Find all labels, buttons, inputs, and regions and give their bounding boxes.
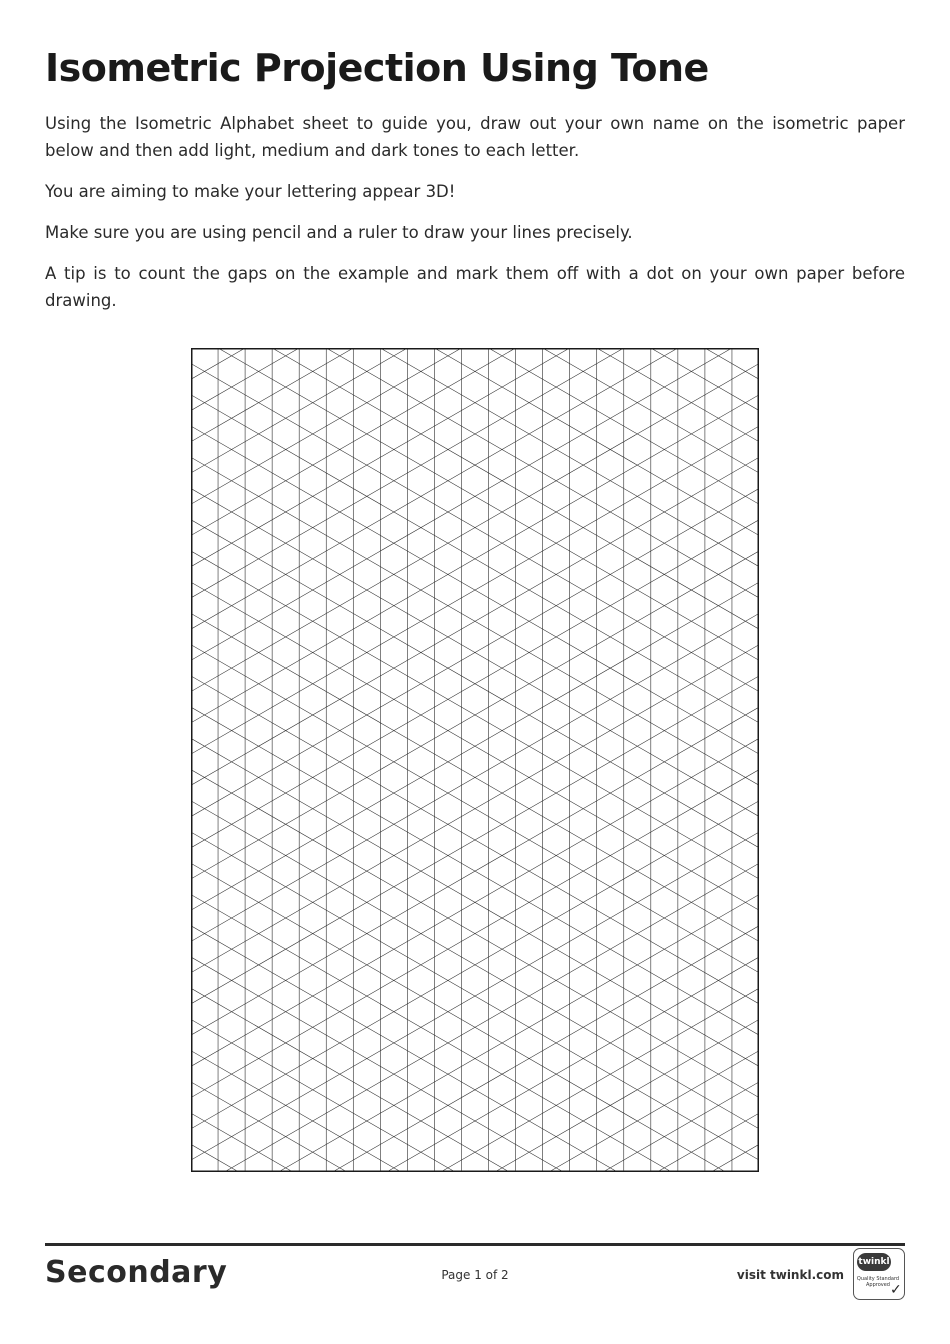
badge-caption-line: Quality Standard xyxy=(856,1276,900,1282)
grid-line-diagonal xyxy=(191,348,759,379)
grid-line-diagonal xyxy=(191,1113,759,1172)
grid-line-diagonal xyxy=(191,895,759,1172)
grid-line-diagonal xyxy=(191,988,759,1172)
twinkl-logo: twinkl xyxy=(857,1253,891,1271)
grid-line-diagonal xyxy=(191,348,759,442)
grid-line-diagonal xyxy=(191,926,759,1172)
grid-line-diagonal xyxy=(191,1144,759,1172)
instruction-paragraph: A tip is to count the gaps on the example and mark them off with a dot on your own paper before drawing. xyxy=(45,264,905,310)
instruction-paragraph: You are aiming to make your lettering appear 3D! xyxy=(45,182,456,201)
isometric-paper[interactable] xyxy=(191,348,759,1172)
footer-divider xyxy=(45,1243,905,1246)
grid-line-diagonal xyxy=(191,1144,759,1172)
check-icon: ✓ xyxy=(890,1282,902,1298)
grid-line-diagonal xyxy=(191,988,759,1172)
grid-line-diagonal xyxy=(191,863,759,1172)
instruction-paragraph: Using the Isometric Alphabet sheet to guide you, draw out your own name on the isometric paper below and then add light, medium and dark tones to each letter. xyxy=(45,114,905,160)
grid-line-diagonal xyxy=(191,348,759,660)
grid-line-diagonal xyxy=(191,348,759,379)
grid-line-diagonal xyxy=(191,926,759,1172)
brand-wordmark: Secondary xyxy=(45,1255,228,1290)
website-link[interactable]: visit twinkl.com xyxy=(736,1268,844,1282)
quality-badge xyxy=(853,1248,905,1300)
grid-line-diagonal xyxy=(191,348,759,535)
grid-line-diagonal xyxy=(191,348,759,410)
isometric-grid xyxy=(191,348,759,1172)
grid-line-diagonal xyxy=(191,348,759,473)
grid-line-diagonal xyxy=(191,1019,759,1172)
grid-line-diagonal xyxy=(191,957,759,1172)
grid-line-diagonal xyxy=(191,348,759,567)
grid-line-diagonal xyxy=(191,348,759,410)
grid-line-diagonal xyxy=(191,1019,759,1172)
page-title: Isometric Projection Using Tone xyxy=(45,46,709,90)
grid-line-diagonal xyxy=(191,348,759,535)
grid-line-diagonal xyxy=(191,1082,759,1172)
grid-line-diagonal xyxy=(191,348,759,660)
instructions xyxy=(45,110,905,328)
badge-caption-line: Approved xyxy=(866,1282,890,1288)
grid-line-diagonal xyxy=(191,895,759,1172)
grid-line-diagonal xyxy=(191,348,759,629)
grid-line-diagonal xyxy=(191,1113,759,1172)
page-number: Page 1 of 2 xyxy=(441,1268,509,1282)
grid-line-diagonal xyxy=(191,1082,759,1172)
grid-line-diagonal xyxy=(191,348,759,598)
grid-line-diagonal xyxy=(191,957,759,1172)
grid-line-diagonal xyxy=(191,348,759,567)
grid-line-diagonal xyxy=(191,863,759,1172)
grid-line-diagonal xyxy=(191,348,759,629)
instruction-paragraph: Make sure you are using pencil and a ruler to draw your lines precisely. xyxy=(45,223,633,242)
grid-line-diagonal xyxy=(191,348,759,598)
grid-line-diagonal xyxy=(191,348,759,442)
grid-line-diagonal xyxy=(191,348,759,473)
